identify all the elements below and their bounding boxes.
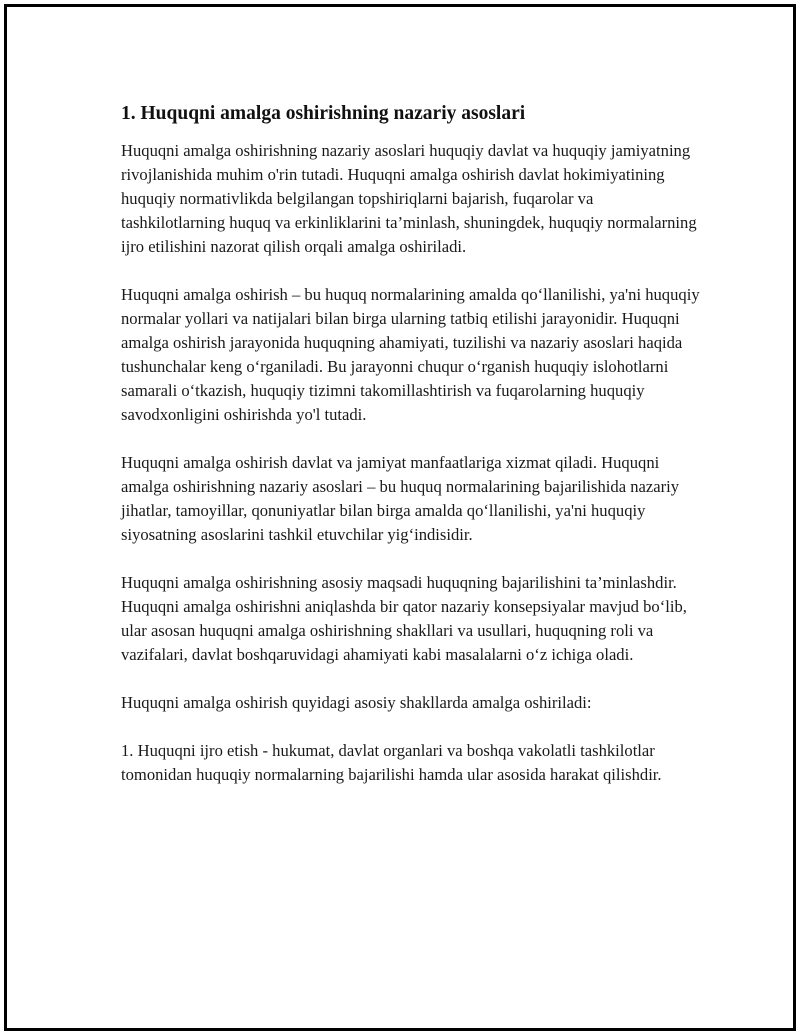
page-frame: [4, 4, 796, 1031]
section-heading: 1. Huquqni amalga oshirishning nazariy asoslari: [121, 103, 526, 124]
paragraph-1: Huquqni amalga oshirishning nazariy asoslari huquqiy davlat va huquqiy jamiyatning rivojlanishida muhim o'rin tutadi. Huquqni amalga oshirish davlat hokimiyatining huquqiy normativlikda belgilangan topshiriqlarni bajarish, fuqarolar va tashkilotlarning huquq va erkinliklarini ta’minlash, shuningdek, huquqiy normalarning ijro etilishini nazorat qilish orqali amalga oshiriladi.: [121, 141, 697, 256]
paragraph-5: Huquqni amalga oshirish quyidagi asosiy shakllarda amalga oshiriladi:: [121, 693, 592, 712]
document-body: [121, 101, 701, 811]
paragraph-2: Huquqni amalga oshirish – bu huquq normalarining amalda qo‘llanilishi, ya'ni huquqiy normalar yollari va natijalari bilan birga ularning tatbiq etilishi jarayonidir. Huquqni amalga oshirish jarayonida huquqning ahamiyati, tuzilishi va nazariy asoslari haqida tushunchalar keng o‘rganiladi. Bu jarayonni chuqur o‘rganish huquqiy islohotlarni samarali o‘tkazish, huquqiy tizimni takomillashtirish va fuqarolarning huquqiy savodxonligini oshirishda yo'l tutadi.: [121, 285, 700, 424]
paragraph-6: 1. Huquqni ijro etish - hukumat, davlat organlari va boshqa vakolatli tashkilotlar tomonidan huquqiy normalarning bajarilishi hamda ular asosida harakat qilishdir.: [121, 741, 662, 784]
paragraph-3: Huquqni amalga oshirish davlat va jamiyat manfaatlariga xizmat qiladi. Huquqni amalga oshirishning nazariy asoslari – bu huquq normalarining bajarilishida nazariy jihatlar, tamoyillar, qonuniyatlar bilan birga amalda qo‘llanilishi, ya'ni huquqiy siyosatning asoslarini tashkil etuvchilar yig‘indisidir.: [121, 453, 680, 544]
paragraph-4: Huquqni amalga oshirishning asosiy maqsadi huquqning bajarilishini ta’minlashdir. Huquqni amalga oshirishni aniqlashda bir qator nazariy konsepsiyalar mavjud bo‘lib, ular asosan huquqni amalga oshirishning shakllari va usullari, huquqning roli va vazifalari, davlat boshqaruvidagi ahamiyati kabi masalalarni o‘z ichiga oladi.: [121, 573, 687, 664]
